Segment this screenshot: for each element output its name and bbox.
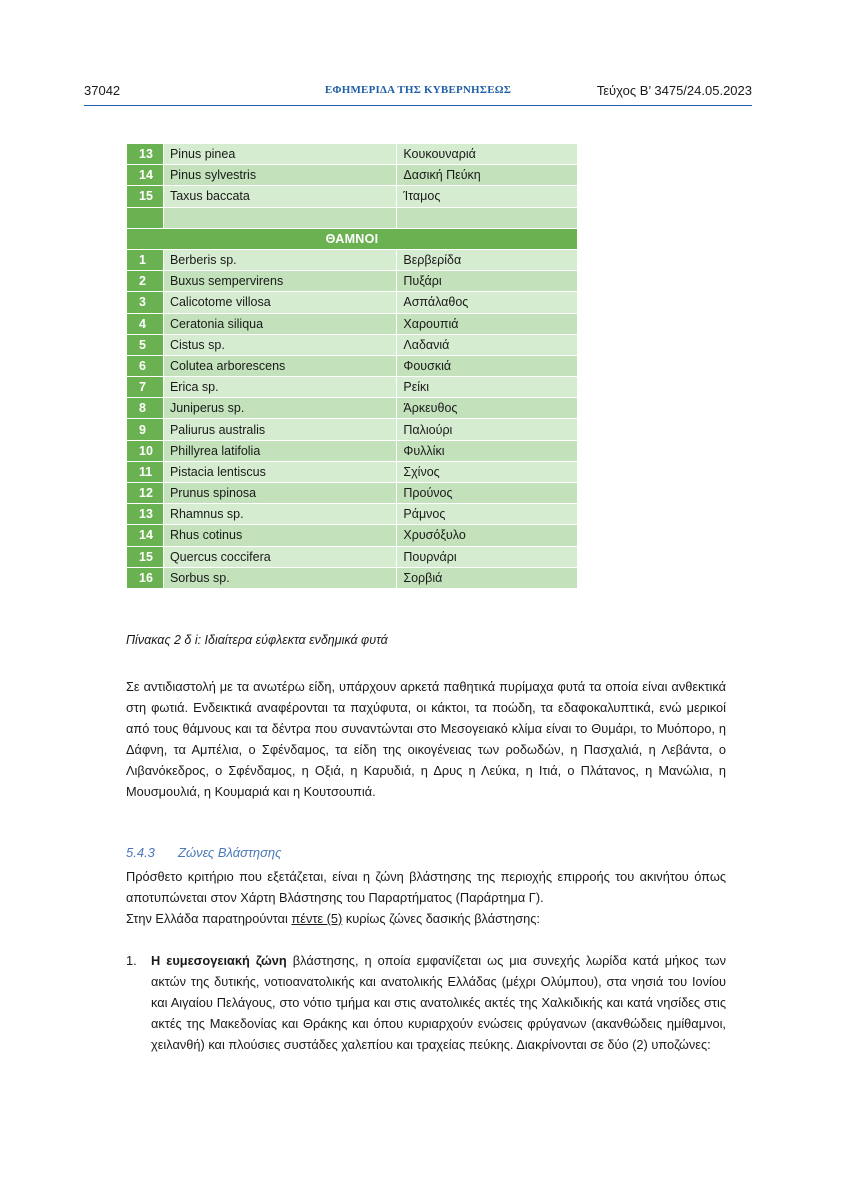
latin-name: Phillyrea latifolia xyxy=(163,440,396,461)
latin-name: Pistacia lentiscus xyxy=(163,461,396,482)
row-number: 6 xyxy=(127,355,164,376)
table-row xyxy=(127,355,578,376)
list-item-number: 1. xyxy=(126,953,137,968)
greek-name: Σχίνος xyxy=(397,461,578,482)
table-row xyxy=(127,546,578,567)
row-number: 12 xyxy=(127,483,164,504)
row-number: 3 xyxy=(127,292,164,313)
latin-name: Colutea arborescens xyxy=(163,355,396,376)
greek-name: Ασπάλαθος xyxy=(397,292,578,313)
row-number: 1 xyxy=(127,249,164,270)
latin-name: Rhus cotinus xyxy=(163,525,396,546)
row-number: 5 xyxy=(127,334,164,355)
vegetation-zones-list xyxy=(126,950,726,1055)
latin-name: Prunus spinosa xyxy=(163,483,396,504)
latin-name: Ceratonia siliqua xyxy=(163,313,396,334)
latin-name: Buxus sempervirens xyxy=(163,271,396,292)
table-row xyxy=(127,567,578,588)
greek-name: Κουκουναριά xyxy=(397,144,578,165)
table-row xyxy=(127,165,578,186)
greek-name: Βερβερίδα xyxy=(397,249,578,270)
table-row xyxy=(127,440,578,461)
table-caption: Πίνακας 2 δ i: Ιδιαίτερα εύφλεκτα ενδημικά φυτά xyxy=(126,633,388,647)
latin-name: Taxus baccata xyxy=(163,186,396,207)
table-row xyxy=(127,461,578,482)
row-number: 11 xyxy=(127,461,164,482)
greek-name: Δασική Πεύκη xyxy=(397,165,578,186)
latin-name: Berberis sp. xyxy=(163,249,396,270)
table-row xyxy=(127,313,578,334)
page-header xyxy=(84,83,752,106)
table-row xyxy=(127,292,578,313)
table-row xyxy=(127,249,578,270)
issue-reference: Τεύχος Β’ 3475/24.05.2023 xyxy=(596,83,752,98)
table-row xyxy=(127,377,578,398)
empty-cell xyxy=(163,207,396,228)
paragraph-fire-resistant-plants: Σε αντιδιαστολή με τα ανωτέρω είδη, υπάρχουν αρκετά παθητικά πυρίμαχα φυτά τα οποία είναι ανθεκτικά στη φωτιά. Ενδεικτικά αναφέρονται τα παχύφυτα, οι κάκτοι, τα ποώδη, τα εδαφοκαλυπτικά, ενώ μερικοί από τους θάμνους και τα δέντρα που συναντώνται στο Μεσογειακό κλίμα είναι το Θυμάρι, το Μυόπορο, η Δάφνη, τα Αμπέλια, ο Σφένδαμος, τα είδη της οικογένειας των ροδωδών, η Πασχαλιά, η Λεβάντα, ο Λιβανόκεδρος, ο Σφένδαμος, η Οξιά, η Καρυδιά, η Δρυς η Λεύκα, η Ιτιά, ο Πλάτανος, η Μανώλια, η Μουσμουλιά, η Κουμαριά και η Κουτσουπιά. xyxy=(126,679,726,799)
latin-name: Quercus coccifera xyxy=(163,546,396,567)
list-item-bold: Η ευμεσογειακή ζώνη xyxy=(151,953,287,968)
table-row xyxy=(127,144,578,165)
latin-name: Calicotome villosa xyxy=(163,292,396,313)
paragraph-vegetation-criterion: Πρόσθετο κριτήριο που εξετάζεται, είναι η ζώνη βλάστησης της περιοχής επιρροής του ακινήτου όπως αποτυπώνεται στον Χάρτη Βλάστησης του Παραρτήματος (Παράρτημα Γ). xyxy=(126,869,726,905)
intro-text-before: Στην Ελλάδα παρατηρούνται xyxy=(126,911,292,926)
table-row xyxy=(127,334,578,355)
greek-name: Χαρουπιά xyxy=(397,313,578,334)
empty-cell xyxy=(397,207,578,228)
latin-name: Pinus pinea xyxy=(163,144,396,165)
section-title: Ζώνες Βλάστησης xyxy=(178,845,282,860)
plants-table xyxy=(126,143,578,589)
greek-name: Χρυσόξυλο xyxy=(397,525,578,546)
greek-name: Ίταμος xyxy=(397,186,578,207)
row-number: 16 xyxy=(127,567,164,588)
greek-name: Άρκευθος xyxy=(397,398,578,419)
list-item-text: βλάστησης, η οποία εμφανίζεται ως μια συνεχής λωρίδα κατά μήκος των ακτών της δυτικής, νοτιοανατολικής και ανατολικής Ελλάδας (μέχρι Ολύμπου), στα νησιά του Ιονίου και Αιγαίου Πελάγους, στο νότιο τμήμα και στις ανατολικές ακτές της Χαλκιδικής και κατά νησίδες στις ακτές της Μακεδονίας και Θράκης και όπου κυριαρχούν ενώσεις φρύγανων (ακανθώδεις ημίθαμνοι, χειλανθή) και πλούσιες συστάδες χαλεπίου και τραχείας πεύκης. Διακρίνονται σε δύο (2) υποζώνες: xyxy=(151,953,726,1052)
greek-name: Πυξάρι xyxy=(397,271,578,292)
row-number: 4 xyxy=(127,313,164,334)
intro-text-underlined: πέντε (5) xyxy=(291,911,343,926)
latin-name: Cistus sp. xyxy=(163,334,396,355)
greek-name: Ράμνος xyxy=(397,504,578,525)
greek-name: Ρείκι xyxy=(397,377,578,398)
latin-name: Pinus sylvestris xyxy=(163,165,396,186)
row-number: 14 xyxy=(127,525,164,546)
row-number: 15 xyxy=(127,186,164,207)
list-item xyxy=(151,950,726,1055)
table-row xyxy=(127,419,578,440)
row-number: 14 xyxy=(127,165,164,186)
table-row xyxy=(127,398,578,419)
latin-name: Rhamnus sp. xyxy=(163,504,396,525)
table-row xyxy=(127,525,578,546)
greek-name: Λαδανιά xyxy=(397,334,578,355)
paragraph-vegetation-zones-intro xyxy=(126,908,726,929)
row-number: 10 xyxy=(127,440,164,461)
greek-name: Φουσκιά xyxy=(397,355,578,376)
latin-name: Paliurus australis xyxy=(163,419,396,440)
section-title-shrubs: ΘΑΜΝΟΙ xyxy=(127,228,578,249)
greek-name: Σορβιά xyxy=(397,567,578,588)
greek-name: Προύνος xyxy=(397,483,578,504)
gazette-title: ΕΦΗΜΕΡΙΔΑ ΤΗΣ ΚΥΒΕΡΝΗΣΕΩΣ xyxy=(324,84,512,96)
intro-text-after: κυρίως ζώνες δασικής βλάστησης: xyxy=(342,911,540,926)
row-number: 9 xyxy=(127,419,164,440)
table-row xyxy=(127,504,578,525)
row-number: 8 xyxy=(127,398,164,419)
latin-name: Sorbus sp. xyxy=(163,567,396,588)
row-number: 7 xyxy=(127,377,164,398)
latin-name: Erica sp. xyxy=(163,377,396,398)
row-number: 15 xyxy=(127,546,164,567)
section-number: 5.4.3 xyxy=(126,845,155,860)
latin-name: Juniperus sp. xyxy=(163,398,396,419)
greek-name: Φυλλίκι xyxy=(397,440,578,461)
table-section-row xyxy=(127,228,578,249)
page-number: 37042 xyxy=(84,83,121,98)
row-number: 13 xyxy=(127,144,164,165)
greek-name: Παλιούρι xyxy=(397,419,578,440)
table-row xyxy=(127,483,578,504)
greek-name: Πουρνάρι xyxy=(397,546,578,567)
table-row xyxy=(127,271,578,292)
empty-cell xyxy=(127,207,164,228)
section-heading xyxy=(126,845,281,860)
row-number: 13 xyxy=(127,504,164,525)
table-row-empty xyxy=(127,207,578,228)
table-row xyxy=(127,186,578,207)
row-number: 2 xyxy=(127,271,164,292)
